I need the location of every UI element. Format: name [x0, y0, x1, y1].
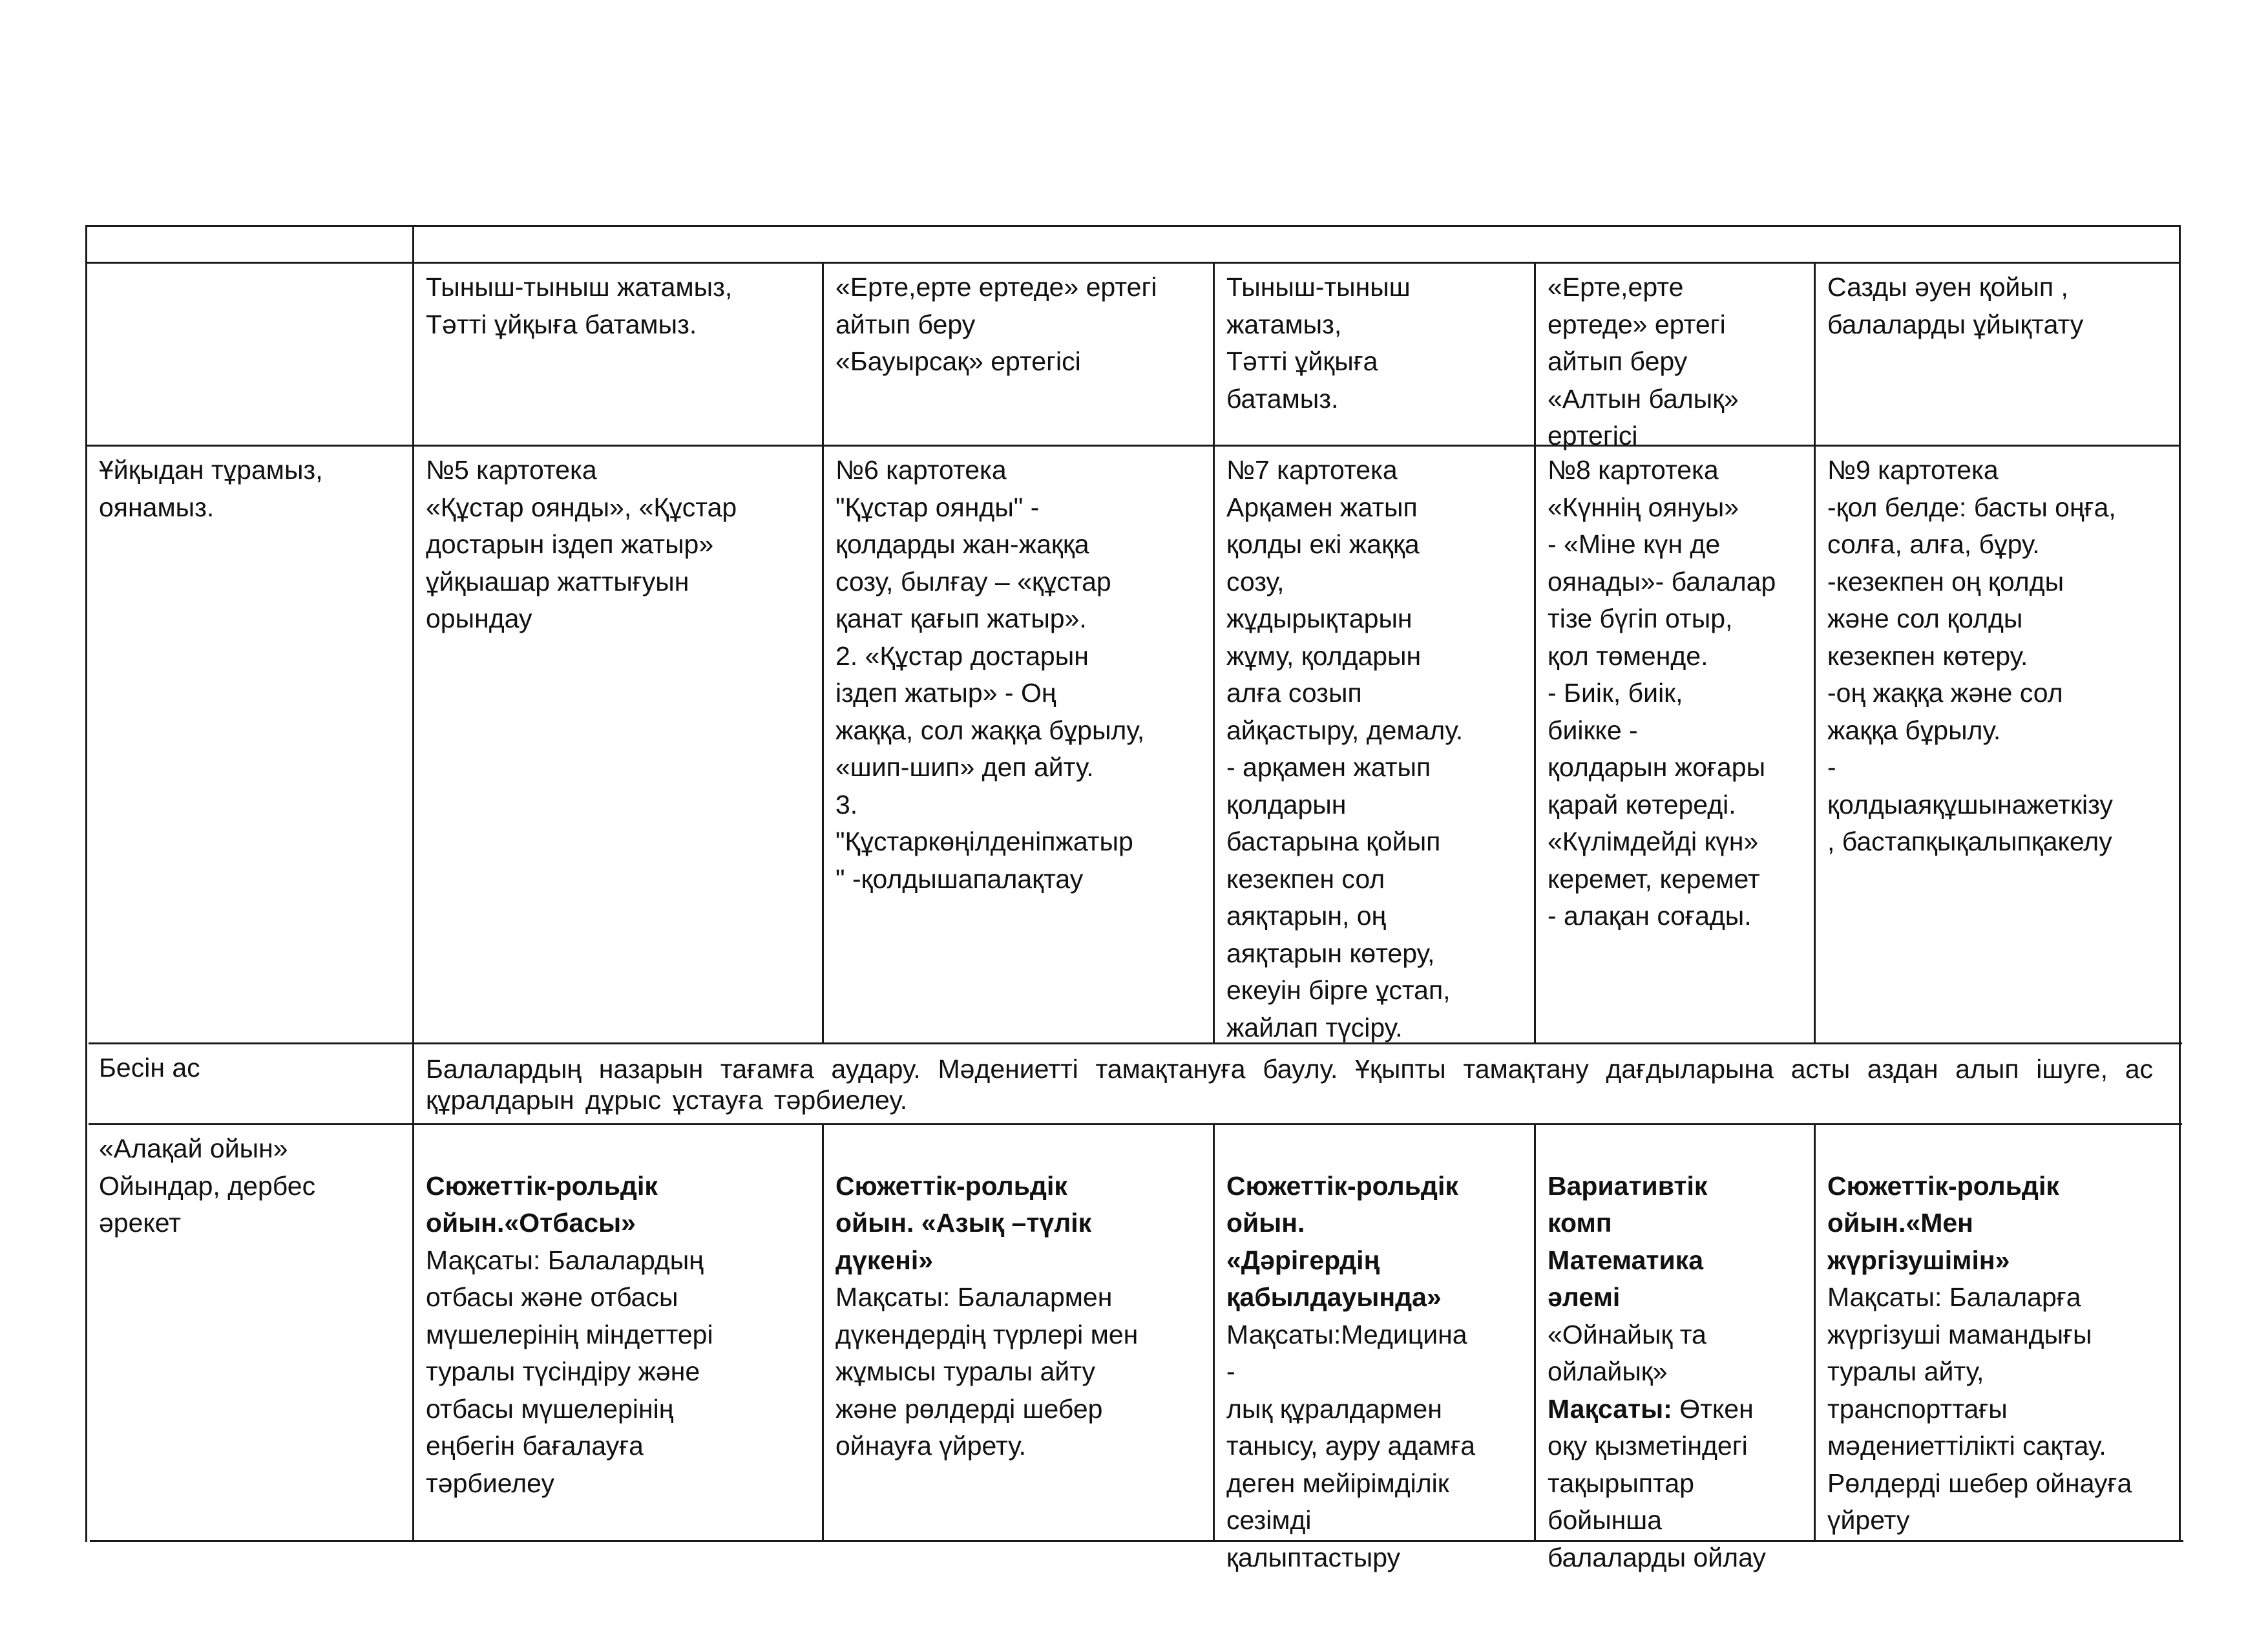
table-cell: №5 картотека «Құстар оянды», «Құстар достарын іздеп жатыр» ұйқыашар жаттығуын орындау	[426, 455, 737, 633]
table-cell: Тыныш-тыныш жатамыз, Тәтті ұйқыға батамыз.	[1226, 272, 1411, 414]
table-cell: «Ерте,ерте ертеде» ертегі айтып беру «Алтын балық» ертегісі	[1548, 272, 1739, 450]
table-cell	[1536, 1125, 1814, 1572]
table-cell: «Ерте,ерте ертеде» ертегі айтып беру «Бауырсақ» ертегісі	[835, 272, 1157, 376]
table-cell	[824, 1125, 1213, 1540]
game-title: Сюжеттік-рольдік ойын.«Отбасы»	[426, 1170, 658, 1238]
table-cell: №7 картотека Арқамен жатып қолды екі жаққа созу, жұдырықтарын жұму, қолдарын алға созып айқастыру, демалу. - арқамен жатып қолдарын бастарына қойып кезекпен сол аяқтарын, оң аяқтарын көтеру, екеуін бірге ұстап, жайлап түсіру.	[1226, 455, 1464, 1042]
game-title: Сюжеттік-рольдік ойын. «Азық –түлік дүкені»	[835, 1170, 1092, 1275]
table-cell	[414, 1125, 822, 1540]
game-goal: Мақсаты: Балалардың отбасы және отбасы мүшелерінің міндеттері туралы түсіндіру және отбасы мүшелерінің еңбегін бағалауға тәрбиелеу	[426, 1245, 713, 1498]
table-cell	[1215, 1125, 1534, 1572]
game-goal-label: Мақсаты:	[1548, 1393, 1672, 1424]
row-header-cell: Бесін ас	[99, 1053, 200, 1083]
table-cell: №9 картотека -қол белде: басты оңға, солға, алға, бұру. -кезекпен оң қолды және сол қолды кезекпен көтеру. -оң жаққа және сол жаққа бұрылу. - қолдыаяқұшынажеткізу , бастапқықалыпқакелу	[1827, 455, 2116, 856]
game-title: Сюжеттік-рольдік ойын.«Мен жүргізушімін»	[1827, 1170, 2059, 1275]
table-cell: №6 картотека "Құстар оянды" - қолдарды жан-жаққа созу, былғау – «құстар қанат қағып жатыр». 2. «Құстар достарын іздеп жатыр» - Оң жаққа, сол жаққа бұрылу, «шип-шип» деп айту. 3. "Құстаркөңілденіпжатыр " -қолдышапалақтау	[835, 455, 1145, 894]
merged-cell: Балалардың назарын тағамға аудару. Мәдениетті тамақтануға баулу. Ұқыпты тамақтану дағдыларына асты аздан алып ішуге, ас құралдарын дұрыс ұстауға тәрбиелеу.	[426, 1054, 2153, 1115]
game-goal: Мақсаты:Медицина - лық құралдармен танысу, ауру адамға деген мейірімділік сезімді қалыптастыру	[1226, 1319, 1475, 1572]
game-goal: «Ойнайық та ойлайық»	[1548, 1319, 1706, 1386]
row-header-cell: «Алақай ойын» Ойындар, дербес әрекет	[99, 1134, 316, 1238]
table-cell: Сазды әуен қойып , балаларды ұйықтату	[1827, 272, 2084, 339]
table-cell: Тыныш-тыныш жатамыз, Тәтті ұйқыға батамыз.	[426, 272, 733, 339]
row-header-cell: Ұйқыдан тұрамыз, оянамыз.	[99, 455, 323, 522]
table-border-top	[85, 225, 2180, 227]
game-title: Сюжеттік-рольдік ойын. «Дәрігердің қабылдауында»	[1226, 1170, 1458, 1312]
game-goal: Өткен оқу қызметіндегі тақырыптар бойынша балаларды ойлау	[1548, 1393, 1766, 1572]
game-title: Вариативтік комп Математика әлемі	[1548, 1170, 1708, 1312]
table-border-right	[2179, 225, 2181, 1542]
game-goal: Мақсаты: Балалармен дүкендердің түрлері мен жұмысы туралы айту және рөлдерді шебер ойнауға үйрету.	[835, 1282, 1139, 1461]
game-goal: Мақсаты: Балаларға жүргізуші мамандығы туралы айту, транспорттағы мәдениеттілікті сақтау. Рөлдерді шебер ойнауға үйрету	[1827, 1282, 2132, 1535]
table-cell	[87, 264, 412, 445]
table-cell	[1816, 1125, 2179, 1540]
table-cell: №8 картотека «Күннің оянуы» - «Міне күн де оянады»- балалар тізе бүгіп отыр, қол төменде. - Биік, биік, биікке - қолдарын жоғары қарай көтереді. «Күлімдейді күн» керемет, керемет - алақан соғады.	[1548, 455, 1776, 931]
